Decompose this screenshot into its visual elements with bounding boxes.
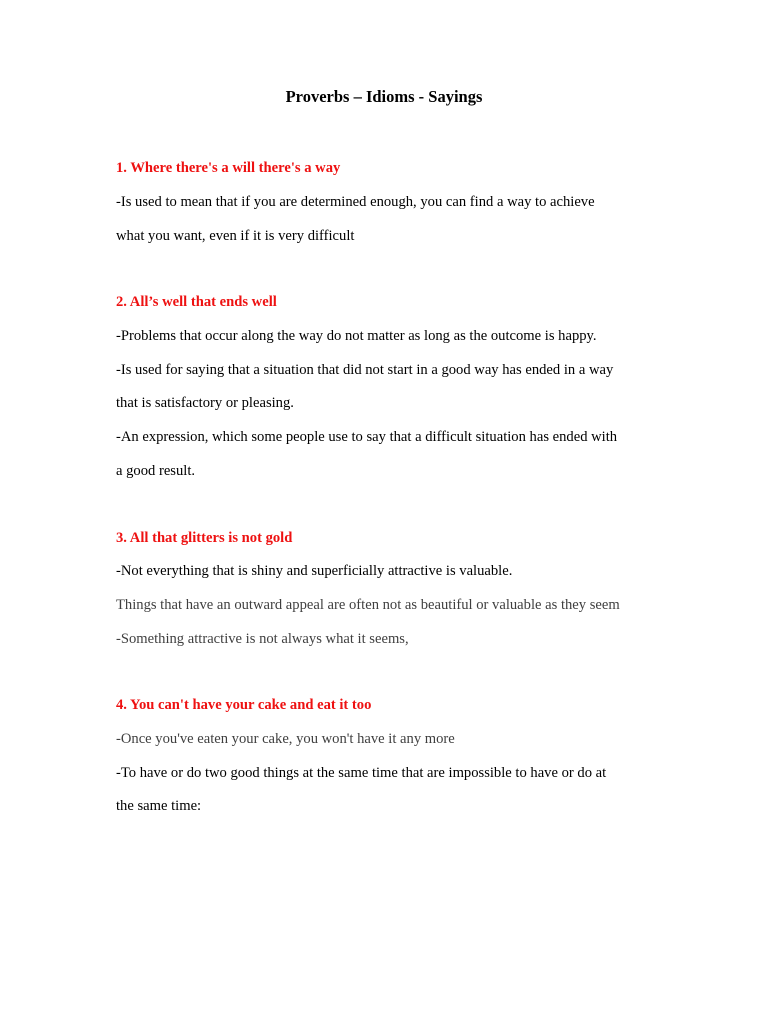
section-3-line-3: -Something attractive is not always what it seems, [116,631,409,647]
section-4-line-2: -To have or do two good things at the same time that are impossible to have or do at [116,765,607,781]
section-3-line-1: -Not everything that is shiny and superficially attractive is valuable. [116,563,513,579]
section-4-line-1: -Once you've eaten your cake, you won't have it any more [116,731,455,747]
section-3-heading: 3. All that glitters is not gold [116,530,293,546]
section-1-line-1: -Is used to mean that if you are determined enough, you can find a way to achieve [116,194,595,210]
section-3-line-2: Things that have an outward appeal are often not as beautiful or valuable as they seem [116,597,620,613]
section-2-line-1: -Problems that occur along the way do not matter as long as the outcome is happy. [116,328,597,344]
section-2-line-5: a good result. [116,463,196,479]
section-2-line-4: -An expression, which some people use to say that a difficult situation has ended with [116,429,618,445]
section-2-heading: 2. All’s well that ends well [116,294,277,310]
section-1-heading: 1. Where there's a will there's a way [116,160,341,176]
section-4-line-3: the same time: [116,798,202,814]
section-2-line-2: -Is used for saying that a situation that did not start in a good way has ended in a way [116,362,614,378]
page-title: Proverbs – Idioms - Sayings [285,87,483,106]
section-2-line-3: that is satisfactory or pleasing. [116,395,294,411]
section-1-line-2: what you want, even if it is very difficult [116,228,355,244]
section-4-heading: 4. You can't have your cake and eat it too [116,697,372,713]
